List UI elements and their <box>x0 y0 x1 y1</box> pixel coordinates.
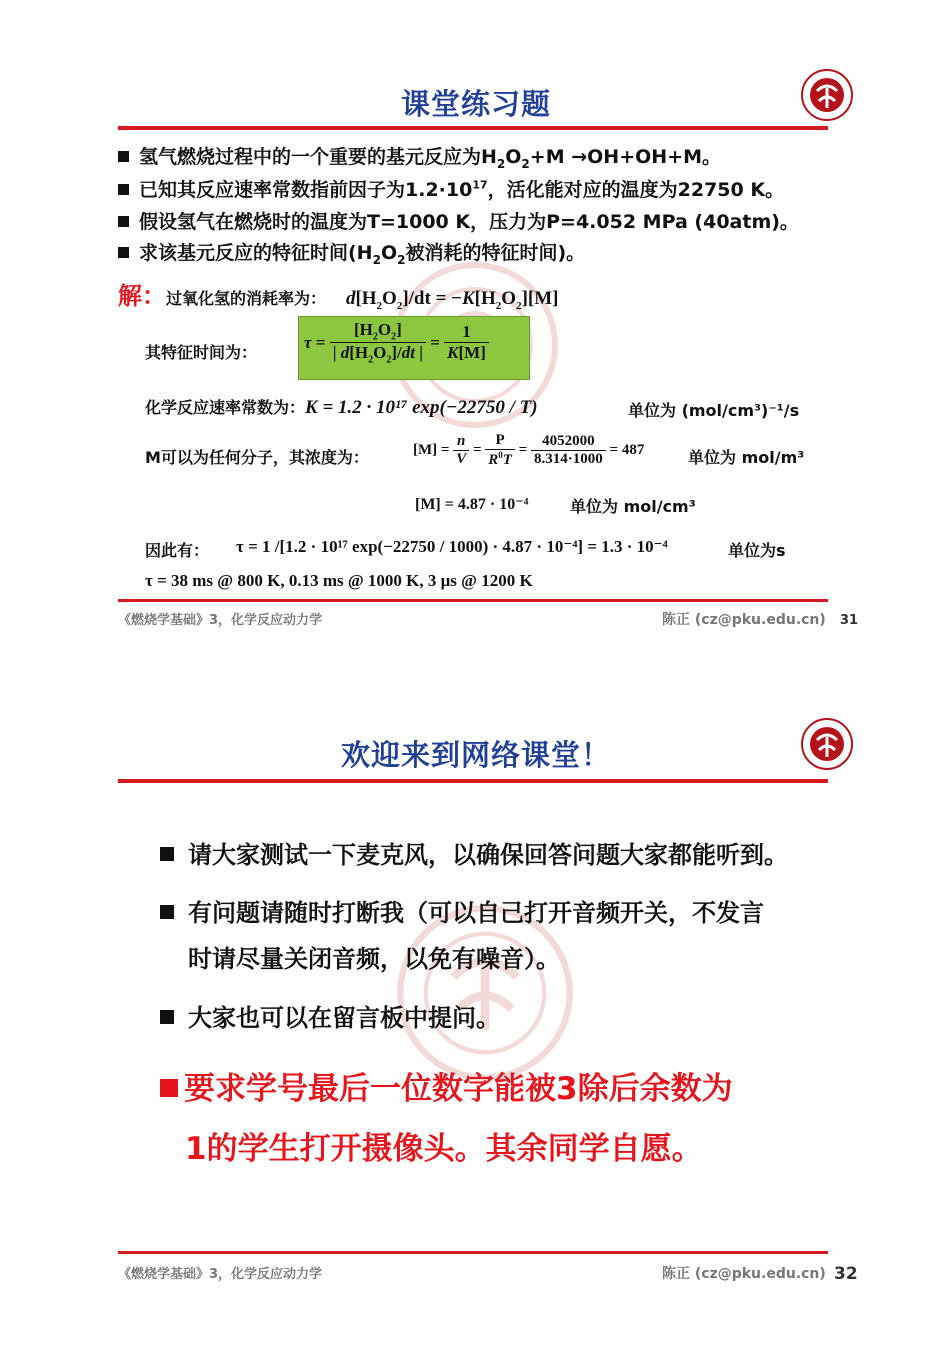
bullet-square <box>160 905 174 919</box>
tau-results: τ = 38 ms @ 800 K, 0.13 ms @ 1000 K, 3 μs @ 1200 K <box>145 571 533 590</box>
m-concentration-cm3: [M] = 4.87 · 10⁻⁴ <box>415 496 529 513</box>
solution-line: 解：过氧化氢的消耗率为： $d[H_2O_2]/dt = -K[H_2O_2][M]$ <box>118 282 559 312</box>
bullet-square <box>118 184 129 195</box>
bullet-square <box>118 247 129 258</box>
char-time-label: 其特征时间为： <box>145 343 258 362</box>
m-concentration-label: M可以为任何分子，其浓度为： <box>145 448 369 467</box>
pku-watermark-icon <box>395 903 575 1083</box>
footer-author: 陈正 (cz@pku.edu.cn) <box>662 1266 826 1282</box>
consumption-equation: $d[H_2O_2]/dt = -K[H_2O_2][M]$ <box>345 288 559 312</box>
camera-requirement-line-1: 要求学号最后一位数字能被3除后余数为 <box>160 1063 733 1108</box>
tau-formula: τ = $\frac{[H_2O_2]}{| d[H_2O_2]/dt |}$ = $\frac{1}{K[M]}$ <box>304 320 489 366</box>
bullet-1: 请大家测试一下麦克风，以确保回答问题大家都能听到。 <box>160 835 788 870</box>
tau-value-equation: τ = 1 /[1.2 · 10¹⁷ exp(−22750 / 1000) · 4.87 · 10⁻⁴] = 1.3 · 10⁻⁴ <box>236 537 668 556</box>
footer-rule <box>118 1251 828 1254</box>
therefore-unit: 单位为s <box>728 541 786 560</box>
page-number: 31 <box>840 613 859 628</box>
pku-logo-icon <box>800 717 854 771</box>
m-concentration-equation: [M] = $\frac{n}{V}$ = $\frac{P}{R^0T}$ = $\frac{4052000}{8.314\cdot 1000}$ = 487 <box>413 432 645 468</box>
footer-course: 《燃烧学基础》3，化学反应动力学 <box>118 613 323 628</box>
page-number: 32 <box>834 1264 858 1284</box>
bullet-1: 氢气燃烧过程中的一个重要的基元反应为$H_2O_2+M \to OH+OH+M$。 <box>118 142 721 171</box>
bullet-square <box>160 1010 174 1024</box>
slide-32 <box>0 673 952 1346</box>
pku-logo-icon <box>800 68 854 122</box>
page-title: 欢迎来到网络课堂！ <box>340 738 611 772</box>
footer-course: 《燃烧学基础》3，化学反应动力学 <box>118 1267 323 1282</box>
slide-31 <box>0 0 952 673</box>
page-title: 课堂练习题 <box>400 87 551 121</box>
rate-constant-unit: 单位为 (mol/cm³)⁻¹/s <box>628 401 800 420</box>
m-unit-1: 单位为 mol/m³ <box>688 448 805 467</box>
bullet-2: 已知其反应速率常数指前因子为$1.2\cdot 10^{17}$，活化能对应的温度为22750 K。 <box>118 175 784 202</box>
red-bullet-square <box>160 1079 178 1097</box>
footer-rule <box>118 599 828 602</box>
camera-requirement-line-2: 1的学生打开摄像头。其余同学自愿。 <box>185 1131 703 1167</box>
bullet-square <box>118 151 129 162</box>
bullet-2: 有问题请随时打断我（可以自己打开音频开关，不发言 <box>160 893 764 928</box>
therefore-label: 因此有： <box>145 541 210 560</box>
rate-constant-line: 化学反应速率常数为：K = 1.2 · 10¹⁷ exp(−22750 / T) <box>145 397 538 418</box>
bullet-3: 假设氢气在燃烧时的温度为T=1000 K，压力为P=4.052 MPa (40atm)。 <box>118 207 799 234</box>
bullet-4: 求该基元反应的特征时间($H_2O_2$被消耗的特征时间)。 <box>118 238 585 267</box>
footer-author: 陈正 (cz@pku.edu.cn) <box>662 612 826 628</box>
title-rule <box>118 779 828 783</box>
bullet-square <box>118 216 129 227</box>
bullet-square <box>160 847 174 861</box>
bullet-2-continued: 时请尽量关闭音频，以免有噪音）。 <box>188 945 560 973</box>
bullet-3: 大家也可以在留言板中提问。 <box>160 998 500 1033</box>
title-rule <box>118 126 828 130</box>
m-unit-2: 单位为 mol/cm³ <box>570 497 696 516</box>
